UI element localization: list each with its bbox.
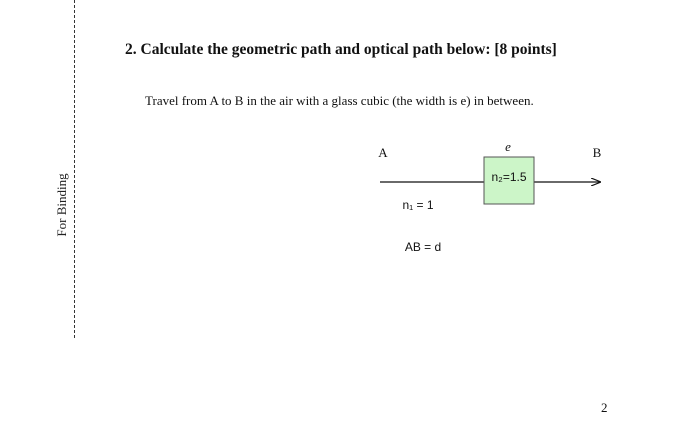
question-instruction: Travel from A to B in the air with a glass cubic (the width is e) in between. <box>145 93 534 108</box>
glass-index-label: n₂=1.5 <box>491 170 527 184</box>
point-a-label: A <box>378 145 388 160</box>
air-index-label: n₁ = 1 <box>402 198 434 212</box>
binding-label: For Binding <box>54 173 69 237</box>
question-title: 2. Calculate the geometric path and optical path below: [8 points] <box>125 41 557 58</box>
point-b-label: B <box>592 145 602 160</box>
distance-label: AB = d <box>404 240 442 254</box>
glass-width-label: e <box>505 139 511 154</box>
page-number: 2 <box>601 400 608 415</box>
